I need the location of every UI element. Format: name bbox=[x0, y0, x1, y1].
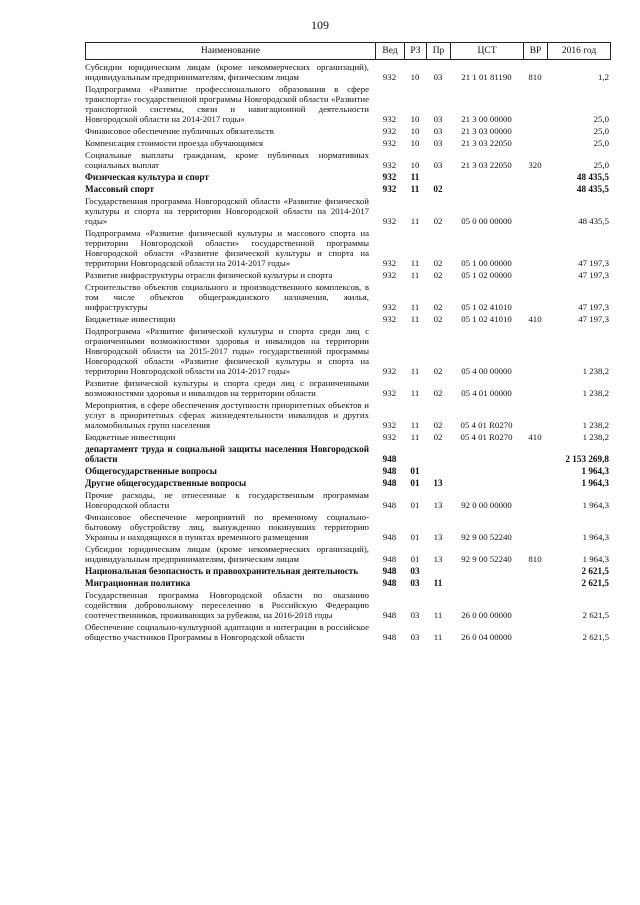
cell-ved: 932 bbox=[382, 270, 397, 280]
page-number: 109 bbox=[311, 18, 329, 32]
cell-cst: 05 1 00 00000 bbox=[461, 258, 512, 268]
cell-name: Общегосударственные вопросы bbox=[85, 466, 217, 476]
cell-cst: 92 9 00 52240 bbox=[461, 554, 512, 564]
cell-sum: 1 964,3 bbox=[581, 478, 609, 488]
cell-ved: 932 bbox=[382, 138, 397, 148]
table-row bbox=[85, 544, 611, 564]
table-row bbox=[85, 184, 611, 194]
cell-name: Финансовое обеспечение мероприятий по временному социально-бытовому обустройству лиц, вынужденно покинувших территорию Украины и находящихся в пунктах временного размещения bbox=[85, 512, 369, 542]
table-row bbox=[85, 512, 611, 542]
cell-rz: 03 bbox=[410, 578, 420, 588]
table-row bbox=[85, 444, 611, 464]
cell-ved: 948 bbox=[382, 554, 397, 564]
cell-cst: 26 0 04 00000 bbox=[461, 632, 512, 642]
cell-cst: 05 4 01 00000 bbox=[461, 388, 512, 398]
header-vr: ВР bbox=[524, 43, 548, 59]
table-row bbox=[85, 466, 611, 476]
cell-ved: 932 bbox=[382, 420, 397, 430]
cell-name: Бюджетные инвестиции bbox=[85, 314, 176, 324]
cell-rz: 01 bbox=[410, 500, 420, 510]
cell-cst: 05 0 00 00000 bbox=[461, 216, 512, 226]
cell-rz: 10 bbox=[410, 72, 420, 82]
table-row bbox=[85, 282, 611, 312]
cell-name: Субсидии юридическим лицам (кроме некоммерческих организаций), индивидуальным предпринимателям, физическим лицам bbox=[85, 544, 369, 564]
table-row bbox=[85, 326, 611, 376]
cell-pr: 11 bbox=[433, 632, 443, 642]
cell-sum: 1 964,3 bbox=[581, 466, 609, 476]
table-row bbox=[85, 314, 611, 324]
table-header bbox=[85, 42, 611, 60]
cell-name: Физическая культура и спорт bbox=[85, 172, 209, 182]
cell-rz: 11 bbox=[410, 314, 420, 324]
table-row bbox=[85, 150, 611, 170]
cell-pr: 13 bbox=[433, 554, 443, 564]
cell-pr: 02 bbox=[433, 388, 443, 398]
cell-sum: 47 197,3 bbox=[578, 258, 609, 268]
cell-ved: 948 bbox=[382, 466, 397, 476]
table-row bbox=[85, 270, 611, 280]
cell-rz: 11 bbox=[410, 420, 420, 430]
budget-table bbox=[85, 42, 611, 642]
cell-vr: 810 bbox=[528, 72, 542, 82]
cell-rz: 11 bbox=[410, 258, 420, 268]
cell-pr: 02 bbox=[433, 216, 443, 226]
cell-vr: 410 bbox=[528, 432, 542, 442]
cell-rz: 03 bbox=[410, 632, 420, 642]
cell-rz: 11 bbox=[410, 388, 420, 398]
cell-cst: 05 4 01 R0270 bbox=[460, 420, 513, 430]
cell-pr: 13 bbox=[433, 532, 443, 542]
cell-sum: 25,0 bbox=[593, 126, 609, 136]
cell-cst: 21 3 03 00000 bbox=[461, 126, 512, 136]
cell-rz: 03 bbox=[410, 610, 420, 620]
cell-name: Подпрограмма «Развитие физической культуры и спорта среди лиц с ограниченными возможностями здоровья и инвалидов на территории Новгородской области на 2015-2017 годы» государственной программы Новгородской области «Развитие физической культуры и спорта на территории Новгородской области на 2014-2017 годы» bbox=[85, 326, 369, 376]
cell-cst: 05 1 02 41010 bbox=[461, 302, 512, 312]
cell-sum: 25,0 bbox=[593, 114, 609, 124]
table-row bbox=[85, 622, 611, 642]
cell-ved: 932 bbox=[382, 216, 397, 226]
cell-rz: 03 bbox=[410, 566, 420, 576]
table-row bbox=[85, 84, 611, 124]
cell-name: Государственная программа Новгородской области «Развитие физической культуры и спорта на территории Новгородской области на 2014-2017 годы» bbox=[85, 196, 369, 226]
cell-pr: 03 bbox=[433, 114, 443, 124]
cell-ved: 932 bbox=[382, 432, 397, 442]
cell-name: Субсидии юридическим лицам (кроме некоммерческих организаций), индивидуальным предпринимателям, физическим лицам bbox=[85, 62, 369, 82]
cell-rz: 10 bbox=[410, 114, 420, 124]
cell-name: Строительство объектов социального и производственного комплексов, в том числе объектов общегражданского назначения, жилья, инфраструктуры bbox=[85, 282, 369, 312]
cell-pr: 02 bbox=[433, 270, 443, 280]
cell-ved: 948 bbox=[382, 532, 397, 542]
cell-sum: 1 964,3 bbox=[582, 532, 609, 542]
cell-vr: 810 bbox=[528, 554, 542, 564]
cell-sum: 48 435,5 bbox=[576, 184, 609, 194]
cell-pr: 02 bbox=[433, 184, 443, 194]
cell-cst: 21 1 01 81190 bbox=[461, 72, 512, 82]
cell-sum: 2 621,5 bbox=[582, 632, 609, 642]
cell-rz: 10 bbox=[410, 138, 420, 148]
cell-sum: 25,0 bbox=[593, 160, 609, 170]
cell-rz: 11 bbox=[410, 302, 420, 312]
cell-cst: 21 3 00 00000 bbox=[461, 114, 512, 124]
cell-ved: 932 bbox=[382, 258, 397, 268]
cell-name: Социальные выплаты гражданам, кроме публичных нормативных социальных выплат bbox=[85, 150, 369, 170]
cell-pr: 03 bbox=[433, 138, 443, 148]
cell-rz: 11 bbox=[410, 270, 420, 280]
cell-cst: 05 4 01 R0270 bbox=[460, 432, 513, 442]
cell-rz: 01 bbox=[410, 466, 420, 476]
cell-name: Финансовое обеспечение публичных обязательств bbox=[85, 126, 274, 136]
cell-sum: 1 238,2 bbox=[582, 432, 609, 442]
cell-sum: 1 964,3 bbox=[582, 554, 609, 564]
cell-name: Государственная программа Новгородской области по оказанию содействия добровольному переселению в Российскую Федерацию соотечественников, проживающих за рубежом, на 2016-2018 годы bbox=[85, 590, 369, 620]
cell-name: Национальная безопасность и правоохранительная деятельность bbox=[85, 566, 359, 576]
table-row bbox=[85, 228, 611, 268]
cell-sum: 1 238,2 bbox=[582, 388, 609, 398]
cell-pr: 02 bbox=[433, 302, 443, 312]
cell-sum: 2 621,5 bbox=[581, 578, 609, 588]
cell-rz: 11 bbox=[410, 432, 420, 442]
cell-ved: 932 bbox=[382, 126, 397, 136]
cell-name: Массовый спорт bbox=[85, 184, 154, 194]
cell-ved: 932 bbox=[382, 314, 397, 324]
cell-ved: 932 bbox=[382, 366, 397, 376]
cell-ved: 932 bbox=[382, 72, 397, 82]
header-ved: Вед bbox=[376, 43, 405, 59]
cell-ved: 948 bbox=[382, 500, 397, 510]
cell-name: Развитие инфраструктуры отрасли физической культуры и спорта bbox=[85, 270, 333, 280]
cell-name: Подпрограмма «Развитие физической культуры и массового спорта на территории Новгородской области» государственной программы Новгородской области «Развитие физической культуры и спорта на территории Новгородской области на 2014-2017 годы» bbox=[85, 228, 369, 268]
cell-sum: 1 238,2 bbox=[582, 366, 609, 376]
cell-pr: 11 bbox=[433, 610, 443, 620]
cell-name: Мероприятия, в сфере обеспечения доступности приоритетных объектов и услуг в приоритетных сферах жизнедеятельности инвалидов и других маломобильных групп населения bbox=[85, 400, 369, 430]
cell-pr: 03 bbox=[433, 72, 443, 82]
cell-sum: 47 197,3 bbox=[578, 302, 609, 312]
cell-cst: 05 1 02 00000 bbox=[461, 270, 512, 280]
table-row bbox=[85, 478, 611, 488]
cell-pr: 03 bbox=[433, 160, 443, 170]
cell-cst: 05 4 00 00000 bbox=[461, 366, 512, 376]
table-row bbox=[85, 126, 611, 136]
cell-cst: 21 3 03 22050 bbox=[461, 138, 512, 148]
cell-rz: 01 bbox=[410, 532, 420, 542]
cell-sum: 2 621,5 bbox=[581, 566, 609, 576]
header-name: Наименование bbox=[86, 43, 376, 59]
cell-rz: 11 bbox=[410, 366, 420, 376]
cell-name: Прочие расходы, не отнесенные к государственным программам Новгородской области bbox=[85, 490, 369, 510]
cell-vr: 320 bbox=[528, 160, 542, 170]
cell-cst: 92 9 00 52240 bbox=[461, 532, 512, 542]
cell-name: Компенсация стоимости проезда обучающимся bbox=[85, 138, 264, 148]
cell-ved: 948 bbox=[382, 610, 397, 620]
cell-pr: 03 bbox=[433, 126, 443, 136]
cell-rz: 10 bbox=[410, 160, 420, 170]
cell-ved: 932 bbox=[382, 114, 397, 124]
cell-vr: 410 bbox=[528, 314, 542, 324]
cell-ved: 932 bbox=[382, 388, 397, 398]
cell-ved: 932 bbox=[382, 172, 397, 182]
table-row bbox=[85, 490, 611, 510]
table-row bbox=[85, 590, 611, 620]
cell-ved: 948 bbox=[382, 578, 397, 588]
cell-sum: 47 197,3 bbox=[578, 314, 609, 324]
header-cst: ЦСТ bbox=[451, 43, 524, 59]
table-row bbox=[85, 138, 611, 148]
cell-sum: 47 197,3 bbox=[578, 270, 609, 280]
cell-ved: 948 bbox=[382, 478, 397, 488]
cell-cst: 21 3 03 22050 bbox=[461, 160, 512, 170]
table-body bbox=[85, 62, 611, 642]
table-row bbox=[85, 62, 611, 82]
cell-sum: 2 153 269,8 bbox=[565, 454, 609, 464]
table-row bbox=[85, 378, 611, 398]
cell-name: департамент труда и социальной защиты населения Новгородской области bbox=[85, 444, 369, 464]
cell-rz: 01 bbox=[410, 478, 420, 488]
cell-pr: 13 bbox=[433, 478, 443, 488]
cell-name: Бюджетные инвестиции bbox=[85, 432, 176, 442]
cell-cst: 92 0 00 00000 bbox=[461, 500, 512, 510]
cell-pr: 02 bbox=[433, 432, 443, 442]
cell-rz: 11 bbox=[410, 216, 420, 226]
cell-ved: 948 bbox=[382, 454, 397, 464]
table-row bbox=[85, 432, 611, 442]
cell-cst: 05 1 02 41010 bbox=[461, 314, 512, 324]
cell-ved: 932 bbox=[382, 160, 397, 170]
cell-name: Развитие физической культуры и спорта среди лиц с ограниченными возможностями здоровья и инвалидов на территории области bbox=[85, 378, 369, 398]
cell-pr: 13 bbox=[433, 500, 443, 510]
header-pr: Пр bbox=[427, 43, 451, 59]
table-row bbox=[85, 566, 611, 576]
cell-name: Обеспечение социально-культурной адаптации и интеграции в российское общество участников Программы в Новгородской области bbox=[85, 622, 369, 642]
cell-rz: 11 bbox=[410, 184, 420, 194]
cell-sum: 48 435,5 bbox=[576, 172, 609, 182]
table-row bbox=[85, 172, 611, 182]
cell-rz: 10 bbox=[410, 126, 420, 136]
cell-sum: 25,0 bbox=[593, 138, 609, 148]
cell-sum: 2 621,5 bbox=[582, 610, 609, 620]
cell-pr: 02 bbox=[433, 366, 443, 376]
cell-ved: 932 bbox=[382, 184, 397, 194]
cell-name: Другие общегосударственные вопросы bbox=[85, 478, 247, 488]
cell-name: Подпрограмма «Развитие профессионального образования в сфере транспорта» государственной программы Новгородской области «Развитие транспортной системы, связи и навигационной деятельности Новгородской области на 2014-2017 годы» bbox=[85, 84, 369, 124]
cell-sum: 1,2 bbox=[598, 72, 609, 82]
cell-sum: 1 238,2 bbox=[582, 420, 609, 430]
table-row bbox=[85, 578, 611, 588]
cell-pr: 02 bbox=[433, 314, 443, 324]
cell-cst: 26 0 00 00000 bbox=[461, 610, 512, 620]
cell-pr: 11 bbox=[433, 578, 443, 588]
header-sum: 2016 год bbox=[561, 46, 597, 56]
cell-pr: 02 bbox=[433, 420, 443, 430]
cell-ved: 932 bbox=[382, 302, 397, 312]
cell-rz: 01 bbox=[410, 554, 420, 564]
cell-ved: 948 bbox=[382, 566, 397, 576]
table-row bbox=[85, 400, 611, 430]
cell-ved: 948 bbox=[382, 632, 397, 642]
cell-sum: 48 435,5 bbox=[578, 216, 609, 226]
cell-pr: 02 bbox=[433, 258, 443, 268]
header-rz: РЗ bbox=[405, 43, 427, 59]
cell-rz: 11 bbox=[410, 172, 420, 182]
cell-name: Миграционная политика bbox=[85, 578, 191, 588]
cell-sum: 1 964,3 bbox=[582, 500, 609, 510]
table-row bbox=[85, 196, 611, 226]
